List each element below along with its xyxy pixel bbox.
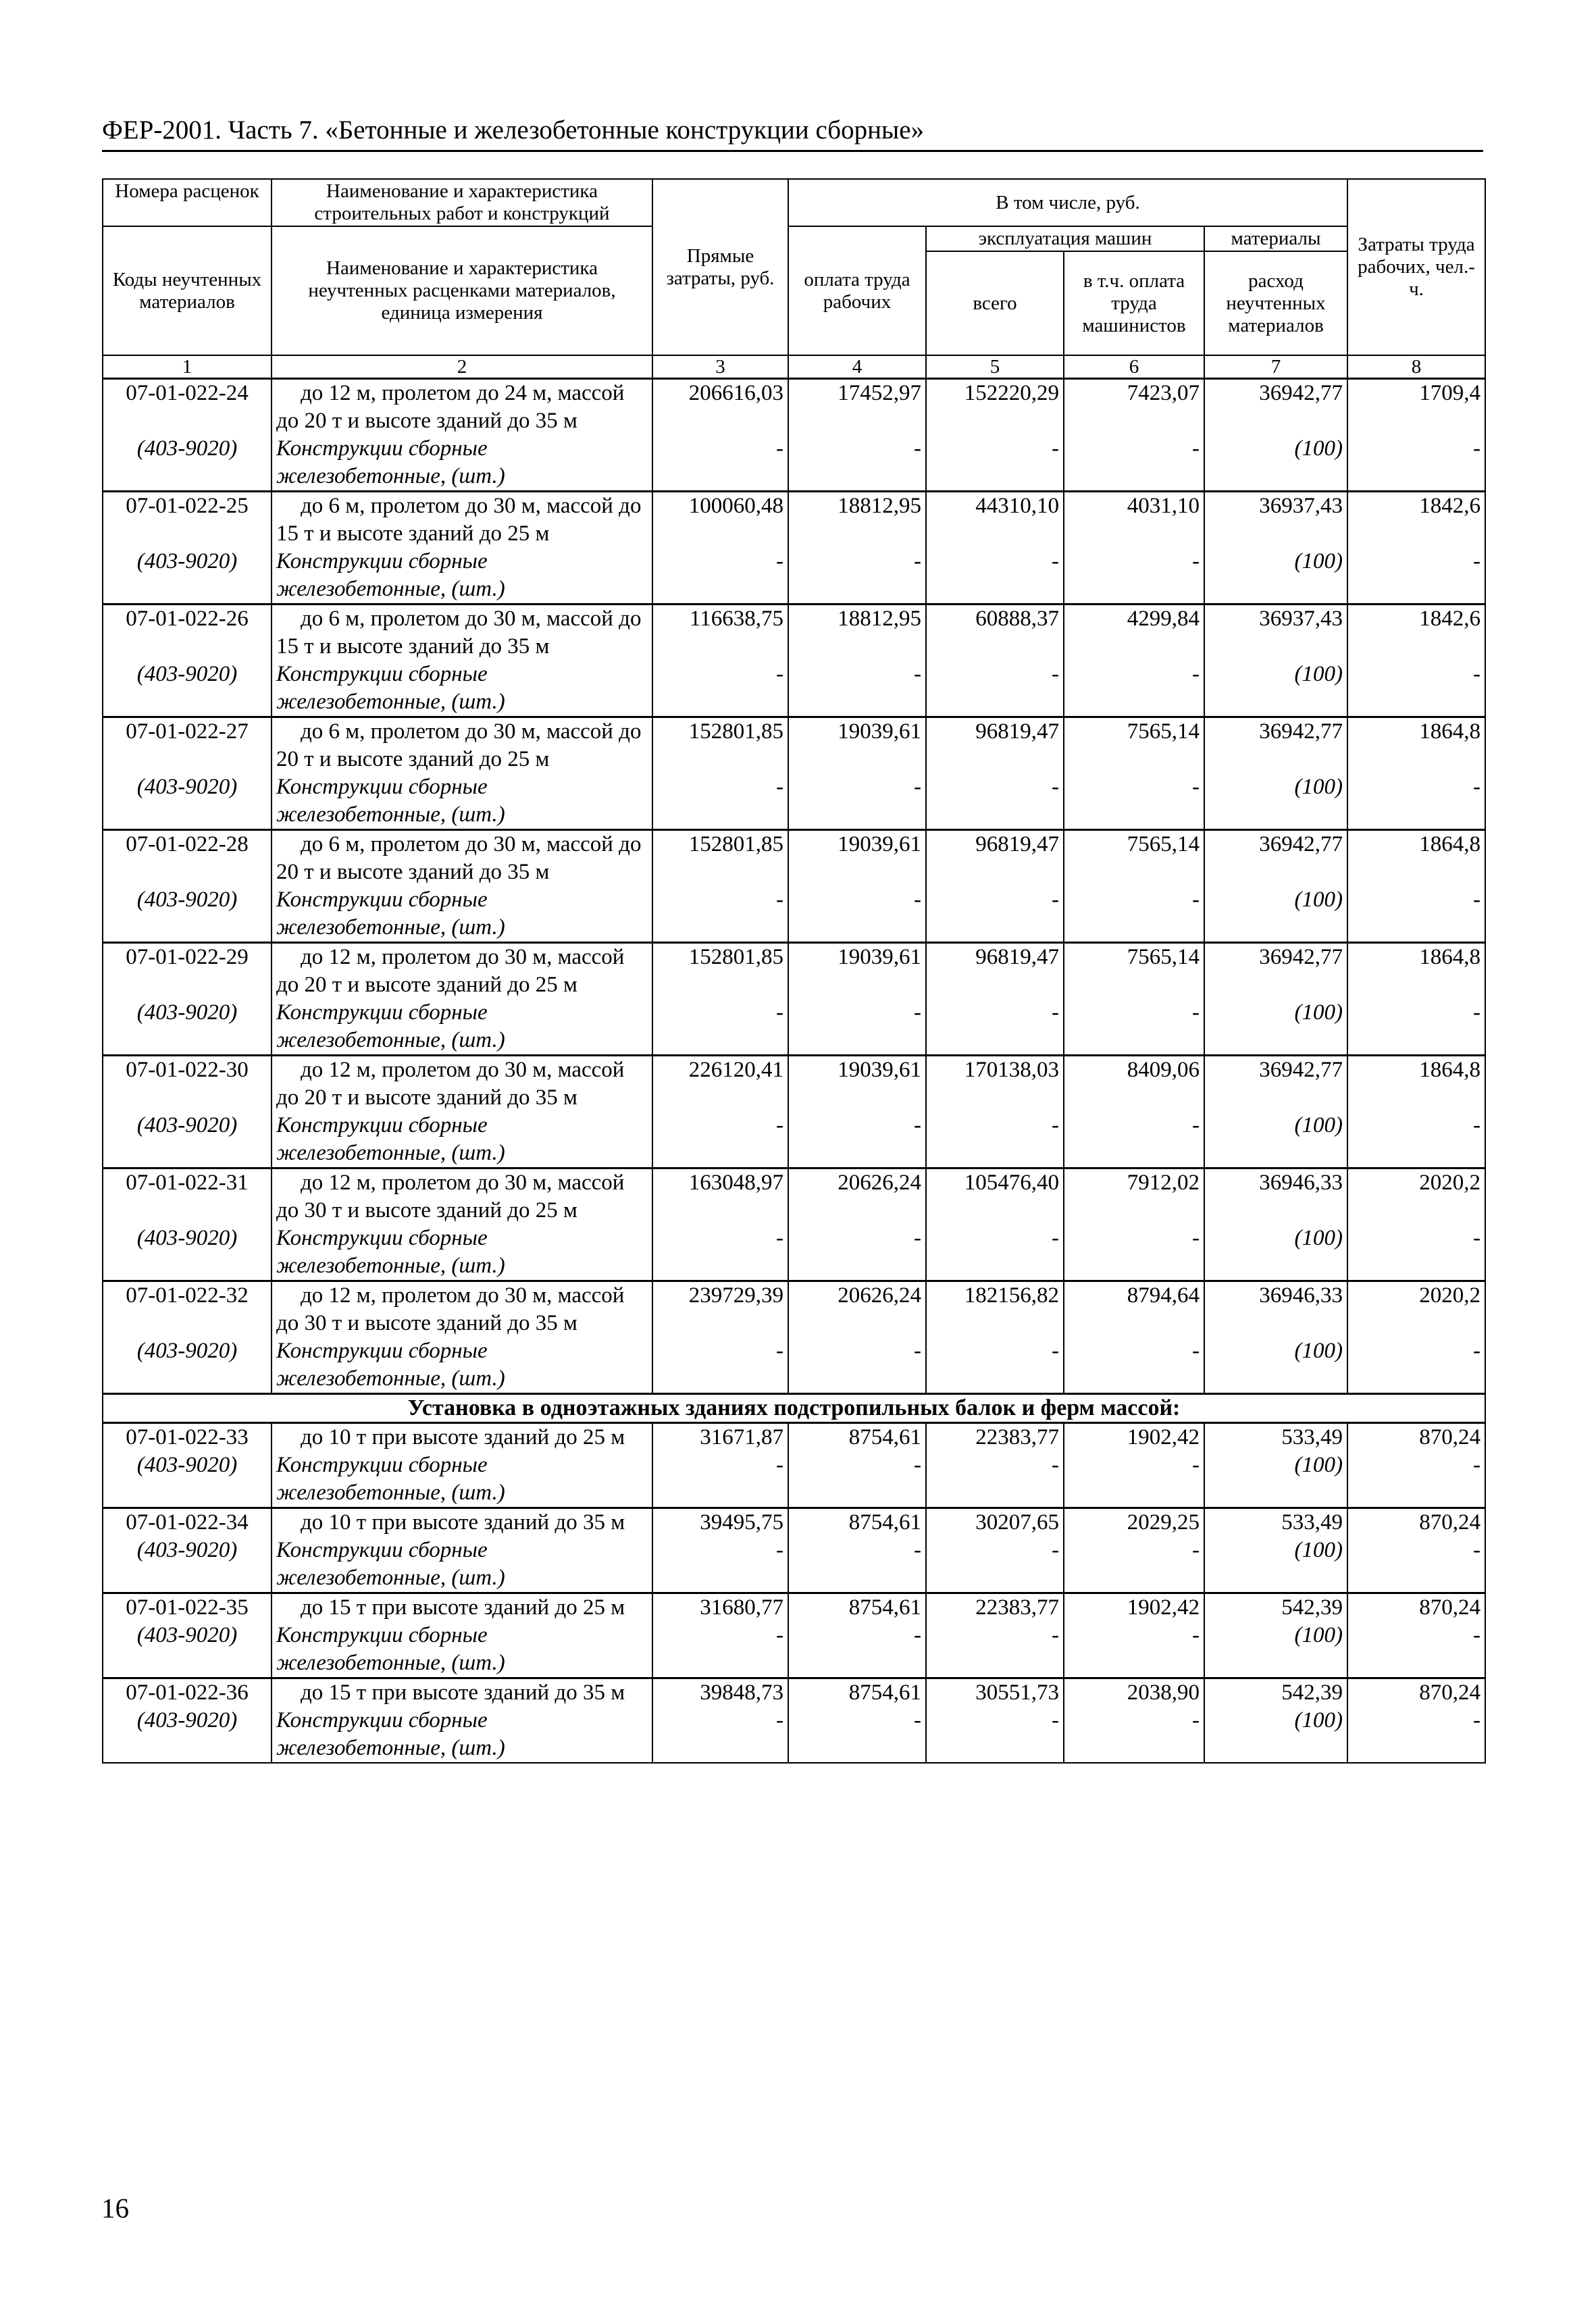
material-code: (403-9020) xyxy=(103,435,272,492)
rate-value-v4: 8754,61 xyxy=(788,1508,926,1537)
material-dash: - xyxy=(926,1112,1064,1168)
rate-value-v7: 36942,77 xyxy=(1204,1056,1347,1112)
rate-value-v8: 1842,6 xyxy=(1347,605,1485,661)
header-machines-total: всего xyxy=(926,251,1064,355)
material-code: (403-9020) xyxy=(103,661,272,717)
rate-value-v7: 36946,33 xyxy=(1204,1168,1347,1225)
header-row-1 xyxy=(103,179,1485,226)
rate-value-v4: 19039,61 xyxy=(788,830,926,887)
material-dash: - xyxy=(788,1112,926,1168)
material-dash: - xyxy=(788,1537,926,1593)
rate-value-v8: 1709,4 xyxy=(1347,379,1485,436)
rate-value-v6: 1902,42 xyxy=(1064,1423,1204,1452)
rate-value-v6: 7912,02 xyxy=(1064,1168,1204,1225)
material-row xyxy=(103,1622,1485,1678)
rate-code: 07-01-022-32 xyxy=(103,1281,272,1338)
rate-code: 07-01-022-33 xyxy=(103,1423,272,1452)
col-num-2: 2 xyxy=(272,355,652,379)
rate-value-v5: 96819,47 xyxy=(926,943,1064,1000)
col-num-1: 1 xyxy=(103,355,272,379)
material-dash: - xyxy=(652,1225,788,1281)
col-num-6: 6 xyxy=(1064,355,1204,379)
material-dash: - xyxy=(1347,1707,1485,1763)
material-name: Конструкции сборные железобетонные, (шт.) xyxy=(272,1225,652,1281)
page-header: ФЕР-2001. Часть 7. «Бетонные и железобетонные конструкции сборные» xyxy=(102,115,925,145)
rate-code: 07-01-022-36 xyxy=(103,1678,272,1707)
rate-value-v7: 36946,33 xyxy=(1204,1281,1347,1338)
rate-code: 07-01-022-25 xyxy=(103,492,272,548)
rate-value-v7: 36942,77 xyxy=(1204,717,1347,774)
material-rate: (100) xyxy=(1204,1112,1347,1168)
material-dash: - xyxy=(1347,435,1485,492)
material-dash: - xyxy=(652,1537,788,1593)
header-row-2 xyxy=(103,226,1485,251)
rate-description: до 10 т при высоте зданий до 25 м xyxy=(272,1423,652,1452)
material-code: (403-9020) xyxy=(103,1451,272,1508)
material-dash: - xyxy=(1347,773,1485,830)
material-code: (403-9020) xyxy=(103,1225,272,1281)
col-num-4: 4 xyxy=(788,355,926,379)
rate-value-v3: 31680,77 xyxy=(652,1593,788,1622)
rate-code: 07-01-022-27 xyxy=(103,717,272,774)
rate-value-v3: 31671,87 xyxy=(652,1423,788,1452)
rate-row xyxy=(103,717,1485,774)
rate-value-v4: 8754,61 xyxy=(788,1678,926,1707)
material-dash: - xyxy=(926,435,1064,492)
material-dash: - xyxy=(1347,661,1485,717)
rate-value-v6: 1902,42 xyxy=(1064,1593,1204,1622)
rate-value-v5: 60888,37 xyxy=(926,605,1064,661)
col-num-7: 7 xyxy=(1204,355,1347,379)
rate-value-v3: 116638,75 xyxy=(652,605,788,661)
material-code: (403-9020) xyxy=(103,999,272,1056)
material-dash: - xyxy=(1064,1537,1204,1593)
rate-value-v7: 36937,43 xyxy=(1204,492,1347,548)
rate-value-v8: 870,24 xyxy=(1347,1678,1485,1707)
material-dash: - xyxy=(788,435,926,492)
material-code: (403-9020) xyxy=(103,548,272,605)
rate-value-v8: 2020,2 xyxy=(1347,1281,1485,1338)
rate-code: 07-01-022-24 xyxy=(103,379,272,436)
header-material-codes: Коды неучтенных материалов xyxy=(103,226,272,355)
material-name: Конструкции сборные железобетонные, (шт.) xyxy=(272,661,652,717)
rate-row xyxy=(103,1056,1485,1112)
rate-value-v3: 152801,85 xyxy=(652,830,788,887)
header-rule xyxy=(102,150,1483,152)
material-name: Конструкции сборные железобетонные, (шт.) xyxy=(272,1707,652,1763)
rate-value-v8: 870,24 xyxy=(1347,1508,1485,1537)
material-rate: (100) xyxy=(1204,1337,1347,1394)
rate-value-v4: 19039,61 xyxy=(788,943,926,1000)
material-row xyxy=(103,1707,1485,1763)
material-row xyxy=(103,1537,1485,1593)
material-dash: - xyxy=(1064,773,1204,830)
material-dash: - xyxy=(1064,1707,1204,1763)
header-material-usage: расход неучтенных материалов xyxy=(1204,251,1347,355)
rate-description: до 12 м, пролетом до 30 м, массой до 20 т и высоте зданий до 35 м xyxy=(272,1056,652,1112)
rate-code: 07-01-022-35 xyxy=(103,1593,272,1622)
material-rate: (100) xyxy=(1204,435,1347,492)
rate-value-v3: 152801,85 xyxy=(652,943,788,1000)
rate-row xyxy=(103,1593,1485,1622)
rate-description: до 6 м, пролетом до 30 м, массой до 15 т и высоте зданий до 25 м xyxy=(272,492,652,548)
rate-value-v6: 8794,64 xyxy=(1064,1281,1204,1338)
column-numbers-row xyxy=(103,355,1485,379)
rate-description: до 12 м, пролетом до 30 м, массой до 20 т и высоте зданий до 25 м xyxy=(272,943,652,1000)
rate-value-v8: 1864,8 xyxy=(1347,943,1485,1000)
material-rate: (100) xyxy=(1204,1707,1347,1763)
rate-code: 07-01-022-26 xyxy=(103,605,272,661)
material-dash: - xyxy=(926,999,1064,1056)
material-row xyxy=(103,548,1485,605)
rate-value-v4: 18812,95 xyxy=(788,492,926,548)
material-code: (403-9020) xyxy=(103,1622,272,1678)
rate-description: до 15 т при высоте зданий до 35 м xyxy=(272,1678,652,1707)
material-rate: (100) xyxy=(1204,1225,1347,1281)
rate-description: до 6 м, пролетом до 30 м, массой до 20 т и высоте зданий до 35 м xyxy=(272,830,652,887)
header-work-name: Наименование и характеристика строительных работ и конструкций xyxy=(272,179,652,226)
rate-description: до 15 т при высоте зданий до 25 м xyxy=(272,1593,652,1622)
material-dash: - xyxy=(652,1622,788,1678)
material-dash: - xyxy=(652,435,788,492)
rate-row xyxy=(103,1168,1485,1225)
rate-row xyxy=(103,1508,1485,1537)
material-rate: (100) xyxy=(1204,886,1347,943)
material-name: Конструкции сборные железобетонные, (шт.) xyxy=(272,1451,652,1508)
rate-value-v7: 36937,43 xyxy=(1204,605,1347,661)
rate-value-v5: 170138,03 xyxy=(926,1056,1064,1112)
header-worker-pay: оплата труда рабочих xyxy=(788,226,926,355)
rate-value-v7: 36942,77 xyxy=(1204,943,1347,1000)
material-name: Конструкции сборные железобетонные, (шт.) xyxy=(272,1622,652,1678)
material-row xyxy=(103,435,1485,492)
material-dash: - xyxy=(788,886,926,943)
material-dash: - xyxy=(1347,1225,1485,1281)
material-dash: - xyxy=(1064,1337,1204,1394)
rate-value-v6: 2029,25 xyxy=(1064,1508,1204,1537)
material-row xyxy=(103,886,1485,943)
material-code: (403-9020) xyxy=(103,773,272,830)
rate-value-v3: 226120,41 xyxy=(652,1056,788,1112)
rate-value-v8: 2020,2 xyxy=(1347,1168,1485,1225)
material-dash: - xyxy=(788,1451,926,1508)
material-name: Конструкции сборные железобетонные, (шт.) xyxy=(272,773,652,830)
material-dash: - xyxy=(1064,1225,1204,1281)
material-dash: - xyxy=(652,999,788,1056)
header-group: В том числе, руб. xyxy=(788,179,1347,226)
rate-value-v3: 39848,73 xyxy=(652,1678,788,1707)
rate-row xyxy=(103,605,1485,661)
rate-value-v4: 19039,61 xyxy=(788,1056,926,1112)
material-code: (403-9020) xyxy=(103,1537,272,1593)
rate-value-v6: 7423,07 xyxy=(1064,379,1204,436)
material-row xyxy=(103,1112,1485,1168)
material-row xyxy=(103,1451,1485,1508)
material-rate: (100) xyxy=(1204,1622,1347,1678)
material-code: (403-9020) xyxy=(103,886,272,943)
material-dash: - xyxy=(1064,548,1204,605)
rate-value-v4: 20626,24 xyxy=(788,1281,926,1338)
rate-value-v5: 182156,82 xyxy=(926,1281,1064,1338)
header-machinist-pay: в т.ч. оплата труда машинистов xyxy=(1064,251,1204,355)
rate-value-v8: 870,24 xyxy=(1347,1423,1485,1452)
rate-value-v3: 39495,75 xyxy=(652,1508,788,1537)
material-row xyxy=(103,1225,1485,1281)
rate-description: до 6 м, пролетом до 30 м, массой до 20 т и высоте зданий до 25 м xyxy=(272,717,652,774)
material-dash: - xyxy=(926,886,1064,943)
material-rate: (100) xyxy=(1204,773,1347,830)
header-machines: эксплуатация машин xyxy=(926,226,1204,251)
rate-value-v4: 20626,24 xyxy=(788,1168,926,1225)
material-dash: - xyxy=(926,1622,1064,1678)
material-dash: - xyxy=(1347,1337,1485,1394)
material-name: Конструкции сборные железобетонные, (шт.) xyxy=(272,435,652,492)
material-row xyxy=(103,661,1485,717)
rate-value-v5: 22383,77 xyxy=(926,1423,1064,1452)
col-num-3: 3 xyxy=(652,355,788,379)
material-dash: - xyxy=(788,1225,926,1281)
rate-value-v4: 8754,61 xyxy=(788,1593,926,1622)
material-dash: - xyxy=(652,1337,788,1394)
rate-row xyxy=(103,492,1485,548)
rate-value-v8: 1864,8 xyxy=(1347,1056,1485,1112)
material-dash: - xyxy=(788,661,926,717)
material-dash: - xyxy=(1064,1112,1204,1168)
rate-row xyxy=(103,379,1485,436)
material-dash: - xyxy=(1347,1112,1485,1168)
rate-value-v6: 2038,90 xyxy=(1064,1678,1204,1707)
material-dash: - xyxy=(788,1337,926,1394)
rate-value-v7: 533,49 xyxy=(1204,1508,1347,1537)
rate-value-v6: 4299,84 xyxy=(1064,605,1204,661)
material-dash: - xyxy=(652,1451,788,1508)
rate-row xyxy=(103,1678,1485,1707)
material-dash: - xyxy=(788,548,926,605)
material-dash: - xyxy=(788,773,926,830)
material-rate: (100) xyxy=(1204,1537,1347,1593)
rate-row xyxy=(103,1423,1485,1452)
rate-value-v7: 542,39 xyxy=(1204,1593,1347,1622)
header-rate-numbers: Номера расценок xyxy=(103,179,272,226)
rate-value-v6: 8409,06 xyxy=(1064,1056,1204,1112)
rate-value-v5: 44310,10 xyxy=(926,492,1064,548)
rate-value-v5: 105476,40 xyxy=(926,1168,1064,1225)
material-dash: - xyxy=(1064,886,1204,943)
rate-value-v8: 1864,8 xyxy=(1347,830,1485,887)
rate-value-v7: 36942,77 xyxy=(1204,830,1347,887)
rate-value-v5: 30551,73 xyxy=(926,1678,1064,1707)
rate-value-v6: 7565,14 xyxy=(1064,717,1204,774)
rate-value-v4: 18812,95 xyxy=(788,605,926,661)
rate-value-v5: 96819,47 xyxy=(926,717,1064,774)
material-rate: (100) xyxy=(1204,548,1347,605)
page-number: 16 xyxy=(101,2192,129,2223)
rate-value-v8: 1842,6 xyxy=(1347,492,1485,548)
material-code: (403-9020) xyxy=(103,1707,272,1763)
rate-value-v7: 533,49 xyxy=(1204,1423,1347,1452)
rate-row xyxy=(103,943,1485,1000)
rate-code: 07-01-022-29 xyxy=(103,943,272,1000)
rate-value-v5: 22383,77 xyxy=(926,1593,1064,1622)
header-direct-costs: Прямые затраты, руб. xyxy=(652,179,788,355)
material-dash: - xyxy=(926,1337,1064,1394)
rate-description: до 12 м, пролетом до 30 м, массой до 30 т и высоте зданий до 25 м xyxy=(272,1168,652,1225)
material-name: Конструкции сборные железобетонные, (шт.) xyxy=(272,1337,652,1394)
rate-value-v8: 870,24 xyxy=(1347,1593,1485,1622)
material-dash: - xyxy=(926,1451,1064,1508)
material-dash: - xyxy=(926,773,1064,830)
rate-value-v8: 1864,8 xyxy=(1347,717,1485,774)
material-dash: - xyxy=(1347,886,1485,943)
col-num-5: 5 xyxy=(926,355,1064,379)
rate-value-v5: 152220,29 xyxy=(926,379,1064,436)
rate-value-v5: 96819,47 xyxy=(926,830,1064,887)
rate-value-v3: 163048,97 xyxy=(652,1168,788,1225)
material-dash: - xyxy=(926,1225,1064,1281)
material-dash: - xyxy=(1064,1451,1204,1508)
material-rate: (100) xyxy=(1204,661,1347,717)
material-row xyxy=(103,1337,1485,1394)
rate-value-v3: 152801,85 xyxy=(652,717,788,774)
rate-value-v3: 100060,48 xyxy=(652,492,788,548)
section-title: Установка в одноэтажных зданиях подстропильных балок и ферм массой: xyxy=(103,1394,1485,1423)
material-name: Конструкции сборные железобетонные, (шт.) xyxy=(272,1537,652,1593)
material-dash: - xyxy=(926,548,1064,605)
material-dash: - xyxy=(926,661,1064,717)
rate-value-v5: 30207,65 xyxy=(926,1508,1064,1537)
material-dash: - xyxy=(788,999,926,1056)
rate-description: до 10 т при высоте зданий до 35 м xyxy=(272,1508,652,1537)
material-row xyxy=(103,999,1485,1056)
material-dash: - xyxy=(1064,999,1204,1056)
material-dash: - xyxy=(926,1537,1064,1593)
rate-row xyxy=(103,830,1485,887)
material-dash: - xyxy=(1347,548,1485,605)
rate-value-v4: 8754,61 xyxy=(788,1423,926,1452)
rate-description: до 12 м, пролетом до 24 м, массой до 20 т и высоте зданий до 35 м xyxy=(272,379,652,436)
material-name: Конструкции сборные железобетонные, (шт.) xyxy=(272,548,652,605)
section-row xyxy=(103,1394,1485,1423)
material-row xyxy=(103,773,1485,830)
material-name: Конструкции сборные железобетонные, (шт.) xyxy=(272,999,652,1056)
header-material-name: Наименование и характеристика неучтенных расценками материалов, единица измерения xyxy=(272,226,652,355)
rate-value-v7: 542,39 xyxy=(1204,1678,1347,1707)
material-dash: - xyxy=(1347,999,1485,1056)
rate-code: 07-01-022-28 xyxy=(103,830,272,887)
rate-value-v4: 17452,97 xyxy=(788,379,926,436)
material-dash: - xyxy=(788,1707,926,1763)
rate-code: 07-01-022-30 xyxy=(103,1056,272,1112)
material-dash: - xyxy=(1347,1537,1485,1593)
header-materials: материалы xyxy=(1204,226,1347,251)
material-dash: - xyxy=(788,1622,926,1678)
material-dash: - xyxy=(1064,661,1204,717)
material-dash: - xyxy=(1064,1622,1204,1678)
material-dash: - xyxy=(652,886,788,943)
material-dash: - xyxy=(652,661,788,717)
material-code: (403-9020) xyxy=(103,1337,272,1394)
col-num-8: 8 xyxy=(1347,355,1485,379)
rate-description: до 12 м, пролетом до 30 м, массой до 30 т и высоте зданий до 35 м xyxy=(272,1281,652,1338)
material-dash: - xyxy=(1347,1451,1485,1508)
material-name: Конструкции сборные железобетонные, (шт.) xyxy=(272,886,652,943)
material-rate: (100) xyxy=(1204,1451,1347,1508)
rate-value-v3: 206616,03 xyxy=(652,379,788,436)
rate-value-v4: 19039,61 xyxy=(788,717,926,774)
material-name: Конструкции сборные железобетонные, (шт.) xyxy=(272,1112,652,1168)
material-dash: - xyxy=(652,1112,788,1168)
rate-value-v6: 4031,10 xyxy=(1064,492,1204,548)
material-dash: - xyxy=(652,1707,788,1763)
material-rate: (100) xyxy=(1204,999,1347,1056)
material-dash: - xyxy=(926,1707,1064,1763)
rate-value-v7: 36942,77 xyxy=(1204,379,1347,436)
material-dash: - xyxy=(1064,435,1204,492)
material-dash: - xyxy=(652,548,788,605)
rates-table xyxy=(102,178,1486,1764)
rate-description: до 6 м, пролетом до 30 м, массой до 15 т и высоте зданий до 35 м xyxy=(272,605,652,661)
material-code: (403-9020) xyxy=(103,1112,272,1168)
rate-code: 07-01-022-31 xyxy=(103,1168,272,1225)
rate-value-v6: 7565,14 xyxy=(1064,830,1204,887)
rate-value-v3: 239729,39 xyxy=(652,1281,788,1338)
rate-value-v6: 7565,14 xyxy=(1064,943,1204,1000)
rate-row xyxy=(103,1281,1485,1338)
header-labor-hours: Затраты труда рабочих, чел.-ч. xyxy=(1347,179,1485,355)
material-dash: - xyxy=(1347,1622,1485,1678)
material-dash: - xyxy=(652,773,788,830)
rate-code: 07-01-022-34 xyxy=(103,1508,272,1537)
